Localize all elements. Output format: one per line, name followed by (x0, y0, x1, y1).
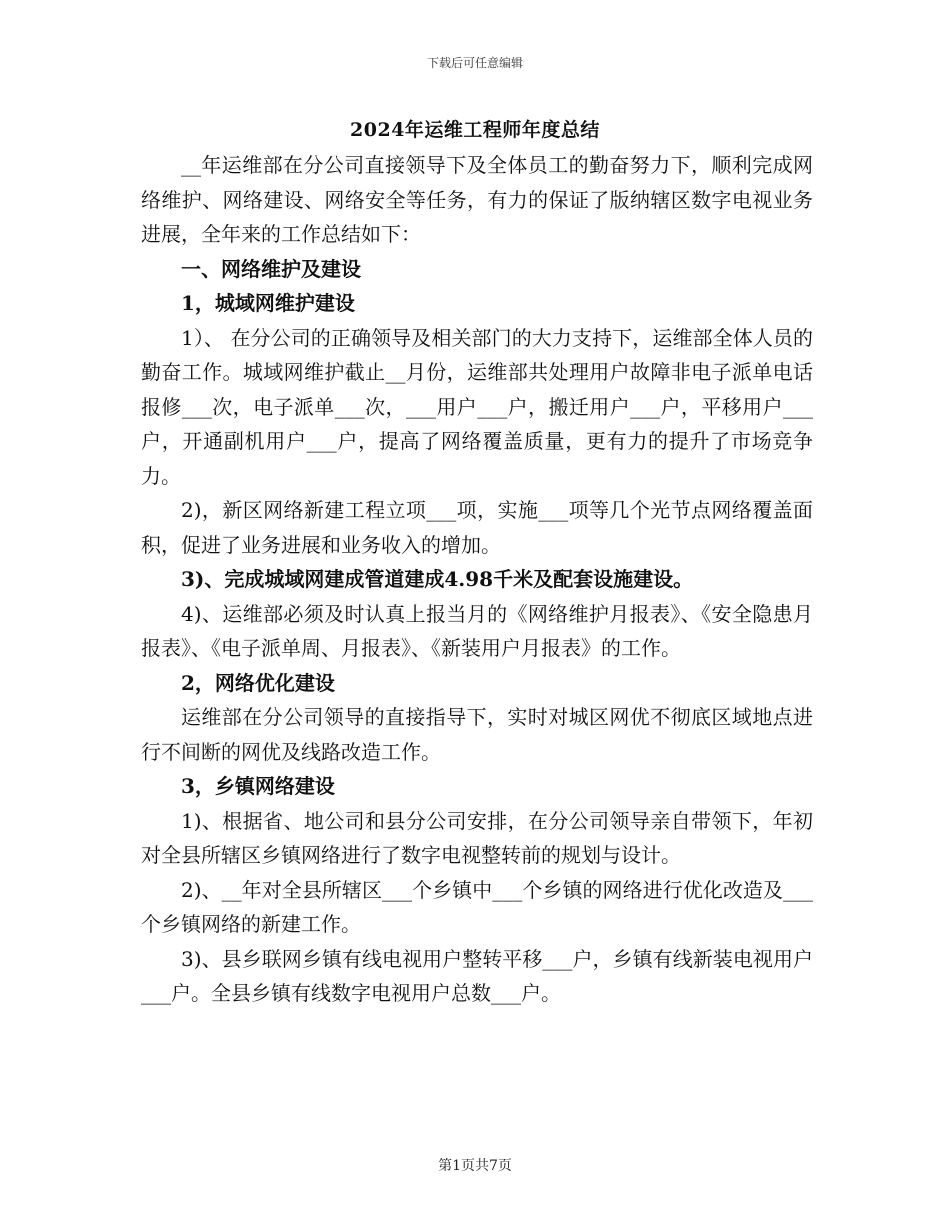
subsection-heading-township-network: 3，乡镇网络建设 (181, 774, 335, 798)
document-title: 2024年运维工程师年度总结 (350, 119, 600, 141)
page-number: 第1页共7页 (438, 1158, 512, 1174)
paragraph-new-district: 2)，新区网络新建工程立项___项，实施___项等几个光节点网络覆盖面积，促进了业务进展和业务收入的增加。 (141, 498, 813, 557)
subsection-heading-metro-network: 1，城域网维护建设 (181, 291, 355, 315)
section-heading-network-maintenance: 一、网络维护及建设 (181, 256, 361, 281)
subsection-heading-network-optimization: 2，网络优化建设 (181, 670, 335, 695)
paragraph-township-planning: 1)、根据省、地公司和县分公司安排，在分公司领导亲自带领下，年初对全县所辖区乡镇网络进行了数字电视整转前的规划与设计。 (141, 808, 813, 867)
paragraph-metro-maintenance: 1）、 在分公司的正确领导及相关部门的大力支持下，运维部全体人员的勤奋工作。城域网维护截止__月份，运维部共处理用户故障非电子派单电话报修___次，电子派单___次，___用户___户，搬迁用户___户，平移用户___户，开通副机用户___户，提高了网络覆盖质量，更有力的提升了市场竞争力。 (141, 325, 813, 488)
document-body (141, 148, 813, 1011)
header-note: 下载后可任意编辑 (426, 56, 523, 70)
paragraph-optimization: 运维部在分公司领导的直接指导下，实时对城区网优不彻底区域地点进行不间断的网优及线路改造工作。 (141, 705, 813, 764)
paragraph-township-users: 3)、县乡联网乡镇有线电视用户整转平移___户，乡镇有线新装电视用户___户。全县乡镇有线数字电视用户总数___户。 (141, 946, 813, 1005)
paragraph-township-renovation: 2)、__年对全县所辖区___个乡镇中___个乡镇的网络进行优化改造及___个乡镇网络的新建工作。 (141, 877, 813, 936)
paragraph-pipeline: 3)、完成城域网建成管道建成4.98千米及配套设施建设。 (181, 567, 694, 591)
intro-paragraph: __年运维部在分公司直接领导下及全体员工的勤奋努力下，顺利完成网络维护、网络建设、网络安全等任务，有力的保证了版纳辖区数字电视业务进展，全年来的工作总结如下： (141, 153, 813, 246)
paragraph-reports: 4)、运维部必须及时认真上报当月的《网络维护月报表》、《安全隐患月报表》、《电子派单周、月报表》、《新装用户月报表》的工作。 (141, 601, 813, 660)
